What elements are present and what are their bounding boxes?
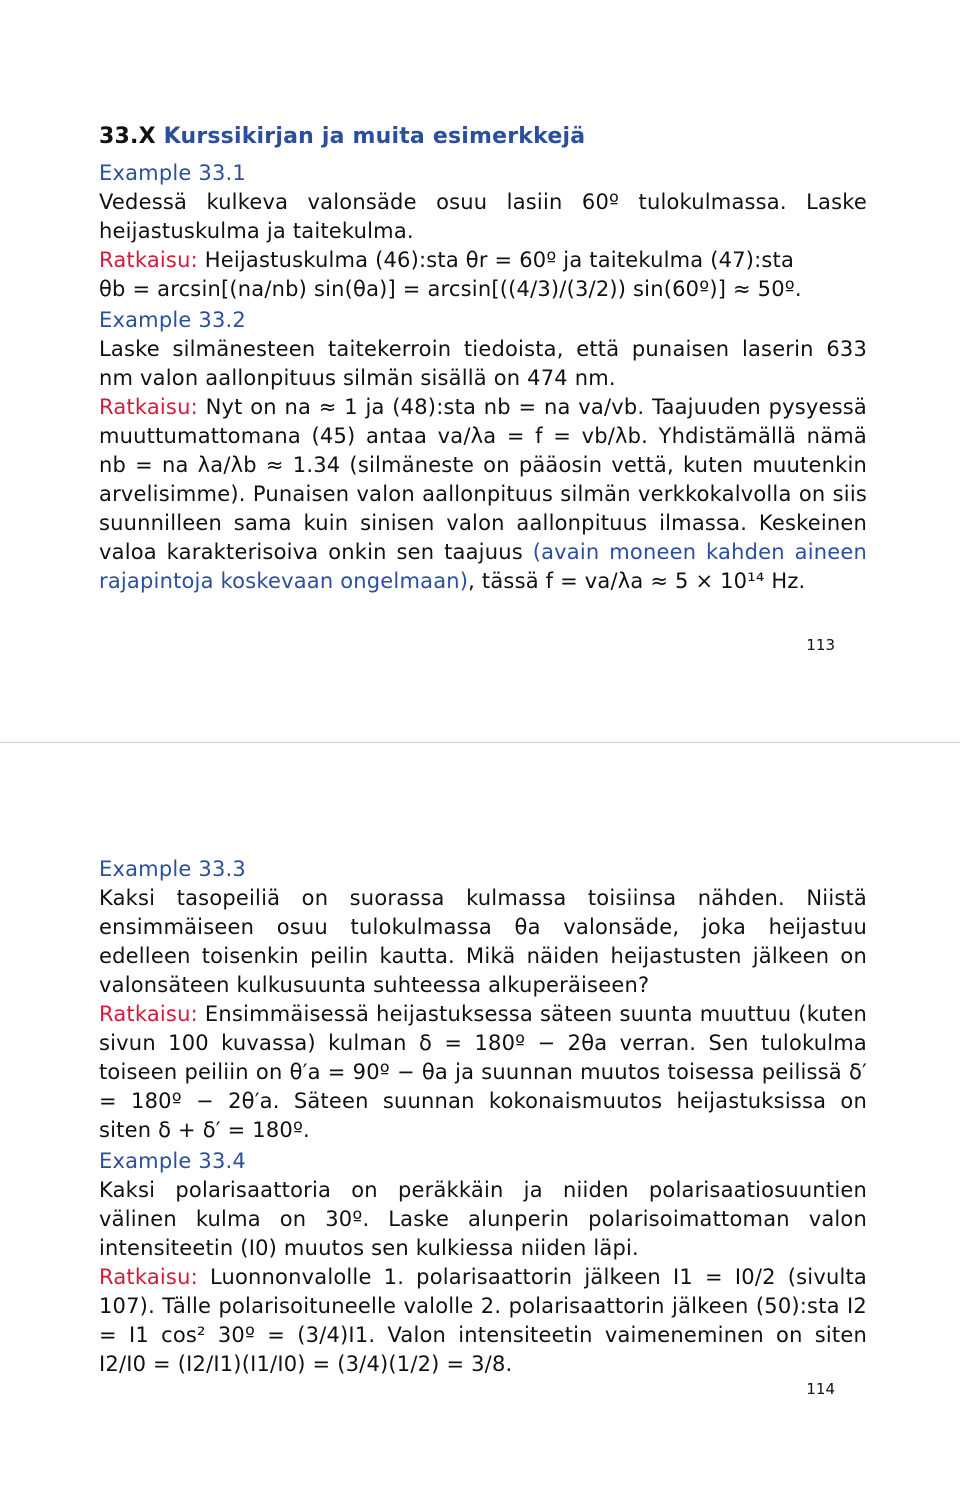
section-number: 33.X <box>99 124 156 149</box>
example-label: Example 33.4 <box>99 1149 246 1173</box>
solution-label: Ratkaisu: <box>99 1265 198 1289</box>
solution-label: Ratkaisu: <box>99 1002 198 1026</box>
example-solution <box>99 246 867 275</box>
solution-highlight: (avain moneen kahden aineen rajapintoja koskevaan ongelmaan) <box>99 540 867 593</box>
example-label: Example 33.1 <box>99 161 246 185</box>
solution-label: Ratkaisu: <box>99 248 198 272</box>
solution-text: Luonnonvalolle 1. polarisaattorin jälkeen I1 = I0/2 (sivulta 107). Tälle polarisoituneelle valolle 2. polarisaattorin jälkeen (50):sta I2 = I1 cos² 30º = (3/4)I1. Valon intensiteetin vaimeneminen on siten I2/I0 = (I2/I1)(I1/I0) = (3/4)(1/2) = 3/8. <box>99 1265 867 1376</box>
example-solution <box>99 1000 867 1145</box>
example-solution <box>99 1263 867 1379</box>
slide-content <box>99 853 867 1379</box>
page-number: 114 <box>806 1380 835 1398</box>
page-number: 113 <box>806 636 835 654</box>
solution-label: Ratkaisu: <box>99 395 198 419</box>
solution-end: , tässä f = va/λa ≈ 5 × 10¹⁴ Hz. <box>468 569 806 593</box>
solution-text: Nyt on na ≈ 1 ja (48):sta nb = na va/vb. Taajuuden pysyessä muuttumattomana (45) antaa va/λa = f = vb/λb. Yhdistämällä nämä nb = na λa/λb ≈ 1.34 (silmäneste on pääosin vettä, kuten muutenkin arvelisimme). Punaisen valon aallonpituus silmän verkkokalvolla on siis suunnilleen sama kuin sinisen valon aallonpituus ilmassa. Keskeinen valoa karakterisoiva onkin sen taajuus <box>99 395 867 564</box>
example-question: Kaksi polarisaattoria on peräkkäin ja niiden polarisaatiosuuntien välinen kulma on 30º. Laske alunperin polarisoimattoman valon intensiteetin (I0) muutos sen kulkiessa niiden läpi. <box>99 1178 867 1260</box>
example-label: Example 33.2 <box>99 308 246 332</box>
example-question: Vedessä kulkeva valonsäde osuu lasiin 60º tulokulmassa. Laske heijastuskulma ja taitekulma. <box>99 190 867 243</box>
example-label: Example 33.3 <box>99 857 246 881</box>
solution-text: Heijastuskulma (46):sta θr = 60º ja taitekulma (47):sta <box>204 248 795 272</box>
section-title: Kurssikirjan ja muita esimerkkejä <box>163 124 586 149</box>
section-heading <box>99 122 867 151</box>
slide-page-113 <box>0 0 960 742</box>
slide-content <box>99 122 867 596</box>
solution-formula: θb = arcsin[(na/nb) sin(θa)] = arcsin[((4/3)/(3/2)) sin(60º)] ≈ 50º. <box>99 277 802 301</box>
example-question: Laske silmänesteen taitekerroin tiedoista, että punaisen laserin 633 nm valon aallonpituus silmän sisällä on 474 nm. <box>99 337 867 390</box>
example-question: Kaksi tasopeiliä on suorassa kulmassa toisiinsa nähden. Niistä ensimmäiseen osuu tulokulmassa θa valonsäde, joka heijastuu edelleen toisenkin peilin kautta. Mikä näiden heijastusten jälkeen on valonsäteen kulkusuunta suhteessa alkuperäiseen? <box>99 886 867 997</box>
slide-page-114 <box>0 742 960 1489</box>
example-solution <box>99 393 867 596</box>
solution-text: Ensimmäisessä heijastuksessa säteen suunta muuttuu (kuten sivun 100 kuvassa) kulman δ = 180º − 2θa verran. Sen tulokulma toiseen peiliin on θ′a = 90º − θa ja suunnan muutos toisessa peilissä δ′ = 180º − 2θ′a. Säteen suunnan kokonaismuutos heijastuksissa on siten δ + δ′ = 180º. <box>99 1002 867 1142</box>
